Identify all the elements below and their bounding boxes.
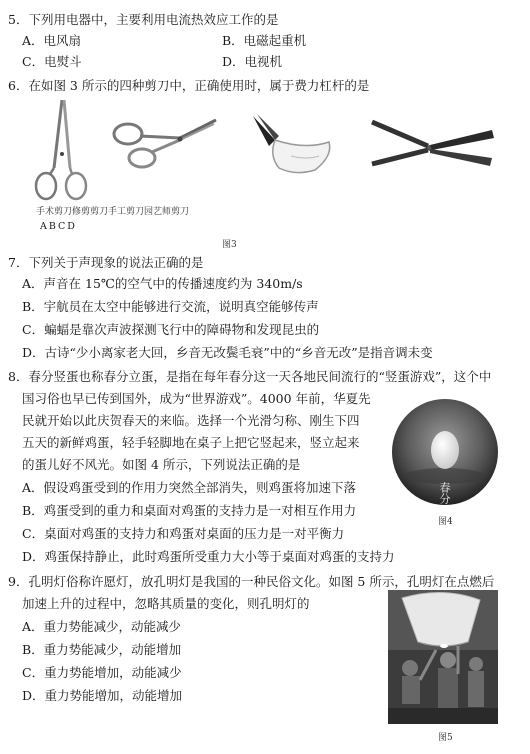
q7-option-d: D．古诗“少小离家老大回，乡音无改鬓毛衰”中的“乡音无改”是指音调未变 — [22, 345, 433, 360]
craft-scissors-image — [245, 112, 337, 182]
q8-figure-text: 春分 — [438, 482, 451, 504]
q9-option-b: B．重力势能减少，动能增加 — [22, 642, 182, 657]
q5-option-d: D．电视机 — [222, 54, 283, 69]
q8-option-d: D．鸡蛋保持静止，此时鸡蛋所受重力大小等于桌面对鸡蛋的支持力 — [22, 549, 395, 564]
q7-option-a: A．声音在 15℃的空气中的传播速度约为 340m/s — [22, 276, 303, 291]
q5-option-c: C．电熨斗 — [22, 54, 82, 69]
q5-option-b: B．电磁起重机 — [222, 33, 307, 48]
q9-option-d: D．重力势能增加，动能增加 — [22, 688, 183, 703]
q9-stem-line-2: 加速上升的过程中，忽略其质量的变化，则孔明灯的 — [22, 596, 310, 611]
q9-stem-line-1: 9．孔明灯俗称许愿灯，放孔明灯是我国的一种民俗文化。如图 5 所示，孔明灯在点燃后 — [8, 574, 495, 589]
surgical-scissors-image — [32, 98, 92, 202]
q8-stem-line-4: 五天的新鲜鸡蛋，轻手轻脚地在桌子上把它竖起来，竖立起来 — [22, 435, 360, 450]
q6-figure-caption-names: 手术剪刀修剪剪刀手工剪刀园艺师剪刀 — [36, 207, 190, 217]
q6-stem: 6．在如图 3 所示的四种剪刀中，正确使用时，属于费力杠杆的是 — [8, 78, 370, 93]
q9-option-a: A．重力势能减少，动能减少 — [22, 619, 182, 634]
q7-option-c: C．蝙蝠是靠次声波探测飞行中的障碍物和发现昆虫的 — [22, 322, 320, 337]
q8-figure-label: 图4 — [438, 517, 453, 527]
q5-stem: 5．下列用电器中，主要利用电流热效应工作的是 — [8, 12, 279, 27]
q8-stem-line-3: 民就开始以此庆贺春天的来临。选择一个光滑匀称、刚生下四 — [22, 413, 360, 428]
q9-option-c: C．重力势能增加，动能减少 — [22, 665, 182, 680]
q5-option-a: A．电风扇 — [22, 33, 82, 48]
q6-figure-label: 图3 — [222, 240, 237, 250]
garden-shears-image — [368, 108, 498, 188]
q6-figure-caption-letters: ABCD — [40, 221, 77, 232]
q8-option-b: B．鸡蛋受到的重力和桌面对鸡蛋的支持力是一对相互作用力 — [22, 503, 357, 518]
q8-option-c: C．桌面对鸡蛋的支持力和鸡蛋对桌面的压力是一对平衡力 — [22, 526, 345, 541]
q9-figure-label: 图5 — [438, 733, 453, 743]
q7-option-b: B．宇航员在太空中能够进行交流，说明真空能够传声 — [22, 299, 319, 314]
trimming-scissors-image — [110, 112, 220, 174]
q7-stem: 7．下列关于声现象的说法正确的是 — [8, 255, 204, 270]
q8-option-a: A．假设鸡蛋受到的作用力突然全部消失，则鸡蛋将加速下落 — [22, 480, 357, 495]
sky-lantern-photo — [388, 590, 498, 724]
q8-stem-line-1: 8．春分竖蛋也称春分立蛋，是指在每年春分这一天各地民间流行的“竖蛋游戏”，这个中 — [8, 369, 492, 384]
q8-stem-line-5: 的蛋儿好不风光。如图 4 所示，下列说法正确的是 — [22, 457, 301, 472]
q8-stem-line-2: 国习俗也早已传到国外，成为“世界游戏”。4000 年前，华夏先 — [22, 391, 371, 406]
